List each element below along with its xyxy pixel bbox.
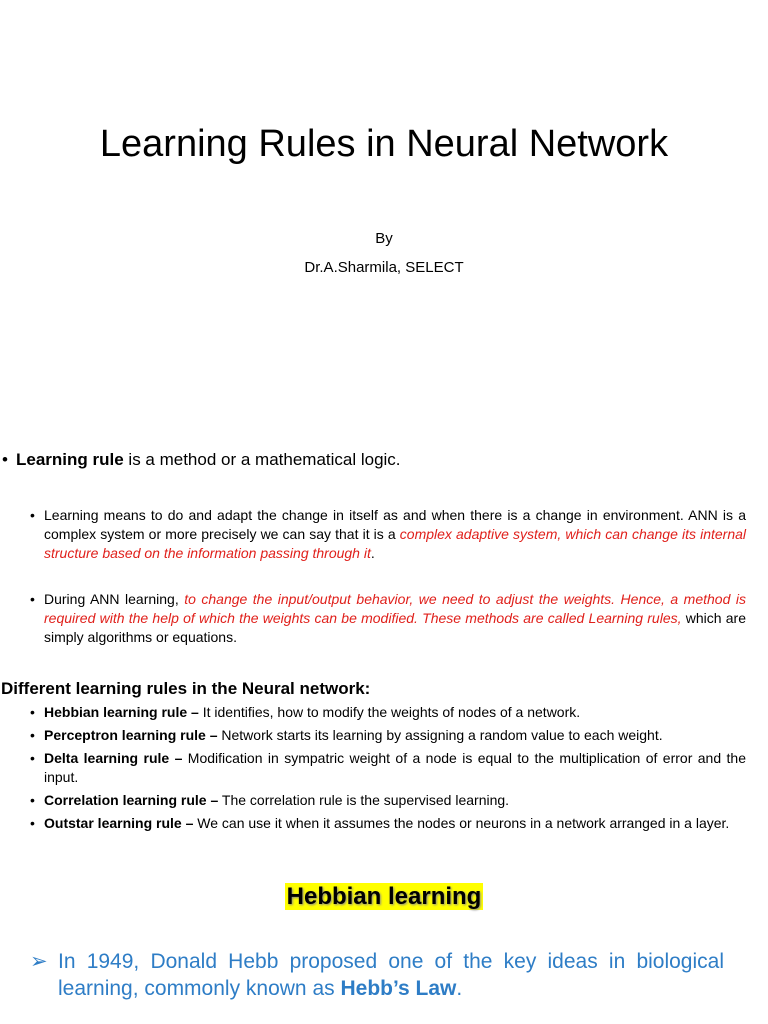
content-slide — [0, 405, 768, 1024]
list-item — [30, 726, 746, 745]
rule-desc: Network starts its learning by assigning a random value to each weight. — [217, 727, 663, 743]
rule-name: Delta learning rule – — [44, 750, 183, 766]
list-item — [30, 791, 746, 810]
main-bullet — [2, 449, 742, 471]
rule-name: Perceptron learning rule – — [44, 727, 218, 743]
main-bullet-term: Learning rule — [16, 450, 124, 469]
title-slide — [0, 0, 768, 405]
hebb-text: In 1949, Donald Hebb proposed one of the key ideas in biological learning, commonly known as — [58, 950, 724, 1000]
rule-name: Hebbian learning rule – — [44, 704, 199, 720]
sub1-highlight: complex adaptive system, which can change its internal structure based on the information passing through it — [44, 526, 746, 561]
list-item — [30, 749, 746, 787]
main-bullet-text: is a method or a mathematical logic. — [123, 450, 401, 469]
slide-title: Learning Rules in Neural Network — [99, 123, 669, 165]
bullet-icon: • — [30, 507, 35, 523]
rules-heading: Different learning rules in the Neural network: — [1, 679, 371, 698]
list-item — [30, 703, 746, 722]
rule-name: Outstar learning rule – — [44, 815, 194, 831]
bullet-icon: • — [30, 727, 35, 743]
arrow-bullet-icon: ➢ — [30, 950, 48, 973]
bullet-icon: • — [30, 704, 35, 720]
author-name: Dr.A.Sharmila, SELECT — [304, 259, 464, 276]
bullet-icon: • — [30, 591, 35, 607]
sub-bullet-ann-learning — [30, 590, 746, 647]
list-item — [30, 814, 746, 833]
rule-desc: It identifies, how to modify the weights of nodes of a network. — [198, 704, 581, 720]
sub2-text: During ANN learning, — [44, 591, 185, 607]
hebbian-heading — [0, 883, 768, 911]
bullet-icon: • — [2, 450, 8, 469]
rules-list — [30, 703, 746, 837]
bullet-icon: • — [30, 792, 35, 808]
sub1-text: Learning means to do and adapt the change in itself as and when there is a change in environment. ANN is a complex system or more precisely we can say that it is a — [44, 507, 746, 542]
rule-desc: We can use it when it assumes the nodes or neurons in a network arranged in a layer. — [193, 815, 730, 831]
sub2-end: which are simply algorithms or equations. — [44, 610, 747, 645]
hebb-end: . — [456, 977, 463, 1000]
sub-bullet-learning-meaning — [30, 506, 746, 563]
hebb-law-term: Hebb’s Law — [340, 977, 457, 1000]
sub1-end: . — [370, 545, 375, 561]
rule-desc: Modification in sympatric weight of a node is equal to the multiplication of error and the input. — [44, 750, 746, 785]
rule-name: Correlation learning rule – — [44, 792, 219, 808]
bullet-icon: • — [30, 750, 35, 766]
by-label: By — [375, 230, 393, 247]
bullet-icon: • — [30, 815, 35, 831]
hebbian-title: Hebbian learning — [286, 883, 482, 910]
rule-desc: The correlation rule is the supervised learning. — [218, 792, 510, 808]
sub2-highlight: to change the input/output behavior, we need to adjust the weights. Hence, a method is required with the help of which the weights can be modified. These methods are called Learning rules, — [44, 591, 746, 626]
hebb-law-item — [30, 948, 724, 1002]
